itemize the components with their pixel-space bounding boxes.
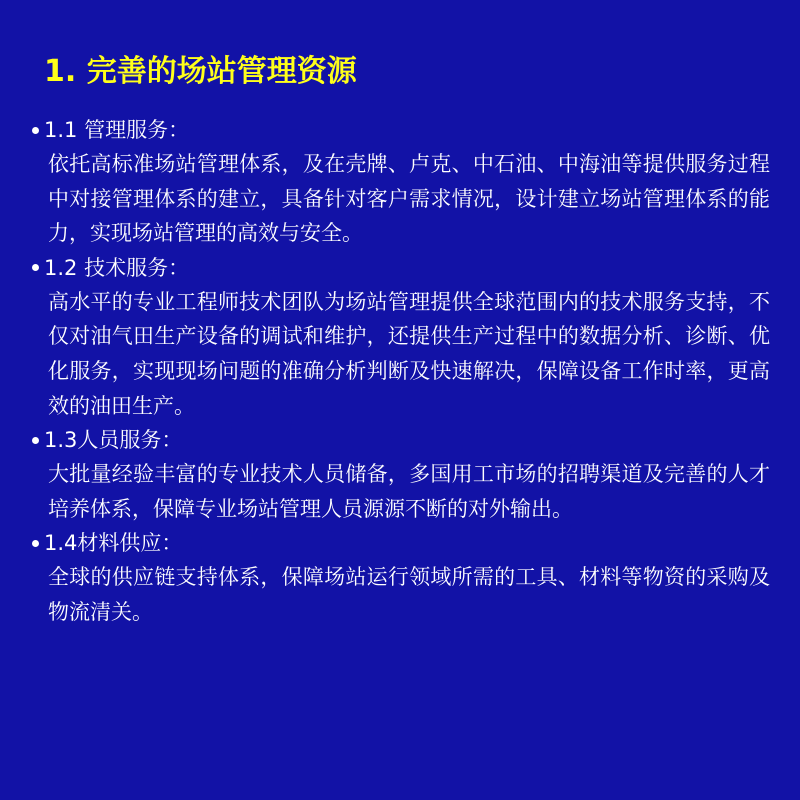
- section-heading: [30, 113, 770, 147]
- page-title: 1. 完善的场站管理资源: [44, 54, 357, 89]
- section-heading-text: 1.3人员服务：: [44, 428, 183, 453]
- section-body: 依托高标准场站管理体系，及在壳牌、卢克、中石油、中海油等提供服务过程中对接管理体系的建立，具备针对客户需求情况，设计建立场站管理体系的能力，实现场站管理的高效与安全。: [48, 152, 770, 246]
- section-heading: [30, 423, 770, 457]
- section-technical: [30, 251, 770, 423]
- section-list: [30, 113, 770, 630]
- section-materials: [30, 526, 770, 629]
- section-heading-text: 1.4材料供应：: [44, 531, 183, 556]
- section-heading-text: 1.2 技术服务：: [44, 255, 190, 280]
- section-heading-text: 1.1 管理服务：: [44, 118, 190, 142]
- bullet-icon: [32, 264, 39, 271]
- section-heading: [30, 526, 770, 560]
- bullet-icon: [32, 540, 39, 547]
- bullet-icon: [32, 437, 39, 444]
- section-management: [30, 113, 770, 251]
- section-heading: [30, 251, 770, 285]
- bullet-icon: [32, 127, 39, 134]
- section-personnel: [30, 423, 770, 526]
- section-body: 大批量经验丰富的专业技术人员储备，多国用工市场的招聘渠道及完善的人才培养体系，保障专业场站管理人员源源不断的对外输出。: [48, 462, 770, 521]
- section-body: 全球的供应链支持体系，保障场站运行领域所需的工具、材料等物资的采购及物流清关。: [48, 565, 770, 624]
- section-body: 高水平的专业工程师技术团队为场站管理提供全球范围内的技术服务支持，不仅对油气田生产设备的调试和维护，还提供生产过程中的数据分析、诊断、优化服务，实现现场问题的准确分析判断及快速解决，保障设备工作时率，更高效的油田生产。: [48, 289, 770, 418]
